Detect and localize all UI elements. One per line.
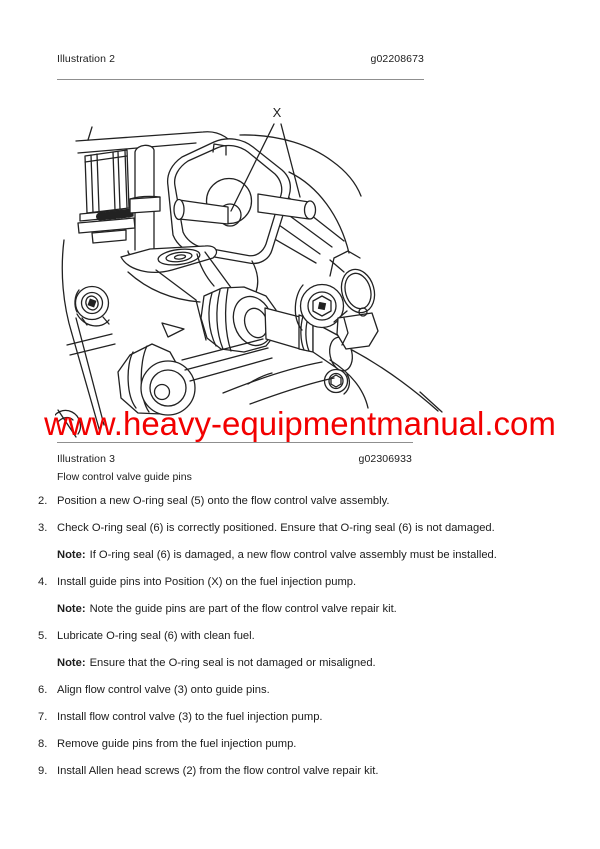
pump-line-drawing [55, 95, 465, 445]
step-number: 2. [38, 495, 48, 507]
step-text: Lubricate O-ring seal (6) with clean fuel. [57, 630, 255, 642]
illustration-2-header [57, 53, 424, 65]
step-text: Align flow control valve (3) onto guide pins. [57, 684, 270, 696]
step-number: 4. [38, 576, 48, 588]
step-7 [38, 710, 583, 724]
step-8 [38, 737, 583, 751]
step-text: Check O-ring seal (6) is correctly positioned. Ensure that O-ring seal (6) is not damaged. [57, 522, 495, 534]
figure-flow-control-valve [55, 95, 465, 445]
step-4 [38, 575, 583, 589]
step-4-note [38, 602, 583, 616]
step-text: Position a new O-ring seal (5) onto the flow control valve assembly. [57, 495, 390, 507]
note-text: Note the guide pins are part of the flow control valve repair kit. [89, 603, 397, 615]
step-6 [38, 683, 583, 697]
procedure-steps [38, 494, 583, 791]
step-9 [38, 764, 583, 778]
knurl-ticks [100, 214, 130, 217]
note-label: Note: [57, 603, 86, 615]
step-number: 6. [38, 684, 48, 696]
note-text: If O-ring seal (6) is damaged, a new flow control valve assembly must be installed. [89, 549, 497, 561]
note-label: Note: [57, 549, 86, 561]
illustration-3-header [57, 453, 412, 465]
illustration-3-caption: Flow control valve guide pins [57, 471, 192, 483]
step-number: 5. [38, 630, 48, 642]
valve-shaft [265, 308, 300, 349]
step-number: 7. [38, 711, 48, 723]
step-2 [38, 494, 583, 508]
note-label: Note: [57, 657, 86, 669]
watermark-text: www.heavy-equipmentmanual.com [44, 405, 556, 442]
step-3-note [38, 548, 583, 562]
illustration-2-label: Illustration 2 [57, 53, 116, 65]
step-3 [38, 521, 583, 535]
step-number: 3. [38, 522, 48, 534]
step-text: Install Allen head screws (2) from the flow control valve repair kit. [57, 765, 379, 777]
step-number: 9. [38, 765, 48, 777]
divider-top [57, 79, 424, 80]
illustration-3-label: Illustration 3 [57, 453, 116, 465]
note-text: Ensure that the O-ring seal is not damaged or misaligned. [89, 657, 376, 669]
step-5-note [38, 656, 583, 670]
step-5 [38, 629, 583, 643]
illustration-2-code: g02208673 [370, 53, 424, 65]
illustration-3-code: g02306933 [358, 453, 412, 465]
step-text: Remove guide pins from the fuel injection pump. [57, 738, 297, 750]
callout-x-label: X [272, 105, 282, 120]
divider-bottom [57, 442, 413, 443]
step-number: 8. [38, 738, 48, 750]
step-text: Install flow control valve (3) to the fuel injection pump. [57, 711, 323, 723]
step-text: Install guide pins into Position (X) on the fuel injection pump. [57, 576, 357, 588]
